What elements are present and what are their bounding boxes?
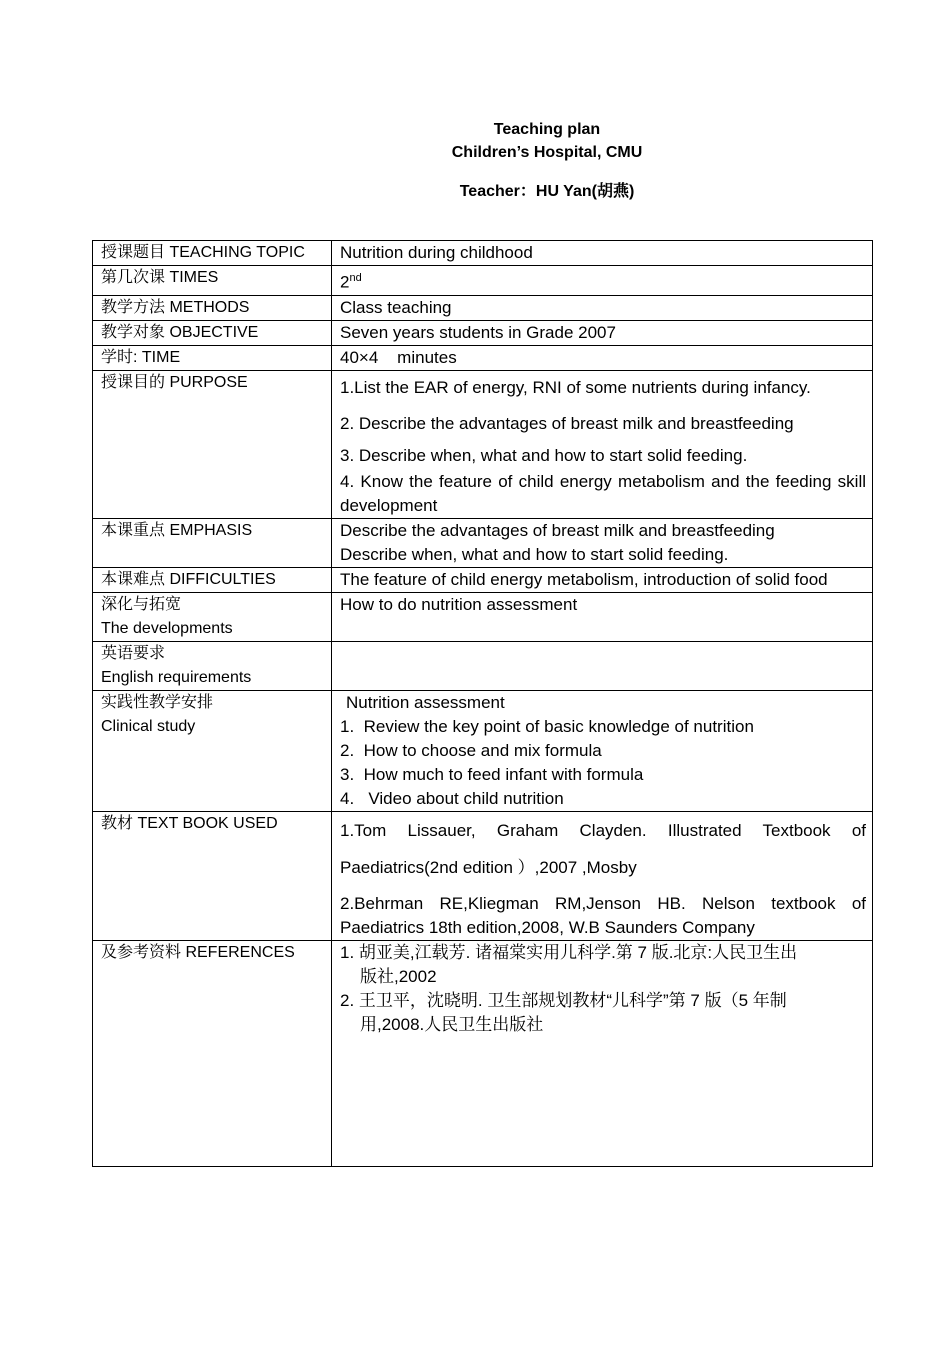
emphasis-item: Describe when, what and how to start solid feeding. xyxy=(340,544,729,564)
textbook-value xyxy=(332,811,873,940)
reference-item-1-line2: 版社,2002 xyxy=(360,966,437,986)
emphasis-value xyxy=(332,518,873,567)
row-topic xyxy=(93,241,873,266)
reference-item-2-line1: 2. 王卫平，沈晓明. 卫生部规划教材“儿科学”第 7 版（5 年制 xyxy=(340,990,787,1010)
objective-label: 教学对象 OBJECTIVE xyxy=(93,320,332,345)
reference-item-1-line1: 1. 胡亚美,江载芳. 诸福棠实用儿科学.第 7 版.北京:人民卫生出 xyxy=(340,942,798,962)
teaching-plan-table xyxy=(92,240,873,1167)
purpose-value xyxy=(332,370,873,518)
row-time xyxy=(93,345,873,370)
clinical-item: 1. Review the key point of basic knowledge of nutrition xyxy=(340,716,754,736)
times-suffix: nd xyxy=(349,272,362,284)
emphasis-item: Describe the advantages of breast milk and breastfeeding xyxy=(340,520,775,540)
references-label: 及参考资料 REFERENCES xyxy=(93,940,332,1166)
teacher-name: Teacher：HU Yan(胡燕) xyxy=(459,183,635,200)
time-label: 学时: TIME xyxy=(93,345,332,370)
row-textbook xyxy=(93,811,873,940)
developments-label-en: The developments xyxy=(101,619,233,637)
textbook-label: 教材 TEXT BOOK USED xyxy=(93,811,332,940)
purpose-item: 2. Describe the advantages of breast milk and breastfeeding xyxy=(340,413,794,433)
document-title: Teaching plan xyxy=(493,121,601,138)
purpose-item: 4. Know the feature of child energy metabolism and the feeding skill development xyxy=(340,471,866,515)
row-difficulties xyxy=(93,567,873,592)
clinical-title: Nutrition assessment xyxy=(346,692,505,712)
english-label-en: English requirements xyxy=(101,668,252,686)
purpose-item: 3. Describe when, what and how to start solid feeding. xyxy=(340,445,748,465)
row-emphasis xyxy=(93,518,873,567)
row-objective xyxy=(93,320,873,345)
clinical-item: 3. How much to feed infant with formula xyxy=(340,764,644,784)
difficulties-label: 本课难点 DIFFICULTIES xyxy=(93,567,332,592)
purpose-item: 1.List the EAR of energy, RNI of some nutrients during infancy. xyxy=(340,377,811,397)
developments-value: How to do nutrition assessment xyxy=(332,592,873,641)
objective-value: Seven years students in Grade 2007 xyxy=(332,320,873,345)
english-label-cn: 英语要求 xyxy=(101,644,166,662)
english-label xyxy=(93,641,332,690)
purpose-label: 授课目的 PURPOSE xyxy=(93,370,332,518)
developments-label-cn: 深化与拓宽 xyxy=(101,595,182,613)
row-methods xyxy=(93,295,873,320)
clinical-item: 4. Video about child nutrition xyxy=(340,788,564,808)
clinical-label xyxy=(93,690,332,811)
developments-label xyxy=(93,592,332,641)
methods-label: 教学方法 METHODS xyxy=(93,295,332,320)
row-times xyxy=(93,266,873,296)
time-value: 40×4 minutes xyxy=(332,345,873,370)
document-header xyxy=(0,118,952,203)
row-clinical xyxy=(93,690,873,811)
hospital-name: Children’s Hospital, CMU xyxy=(451,144,643,161)
reference-item-2-line2: 用,2008.人民卫生出版社 xyxy=(360,1014,544,1034)
topic-label: 授课题目 TEACHING TOPIC xyxy=(93,241,332,266)
clinical-item: 2. How to choose and mix formula xyxy=(340,740,602,760)
topic-value: Nutrition during childhood xyxy=(332,241,873,266)
times-value-cell xyxy=(332,266,873,296)
emphasis-label: 本课重点 EMPHASIS xyxy=(93,518,332,567)
textbook-item: 1.Tom Lissauer, Graham Clayden. Illustrated Textbook of Paediatrics(2nd edition ）,2007 ,Mosby xyxy=(340,820,866,877)
row-purpose xyxy=(93,370,873,518)
times-value: 2 xyxy=(340,272,350,292)
row-developments xyxy=(93,592,873,641)
difficulties-value: The feature of child energy metabolism, introduction of solid food xyxy=(332,567,873,592)
clinical-label-en: Clinical study xyxy=(101,717,196,735)
english-value xyxy=(332,641,873,690)
row-english xyxy=(93,641,873,690)
references-value xyxy=(332,940,873,1166)
row-references xyxy=(93,940,873,1166)
clinical-value xyxy=(332,690,873,811)
clinical-label-cn: 实践性教学安排 xyxy=(101,693,214,711)
methods-value: Class teaching xyxy=(332,295,873,320)
textbook-item: 2.Behrman RE,Kliegman RM,Jenson HB. Nelson textbook of Paediatrics 18th edition,2008, W.B Saunders Company xyxy=(340,893,866,937)
times-label: 第几次课 TIMES xyxy=(93,266,332,296)
